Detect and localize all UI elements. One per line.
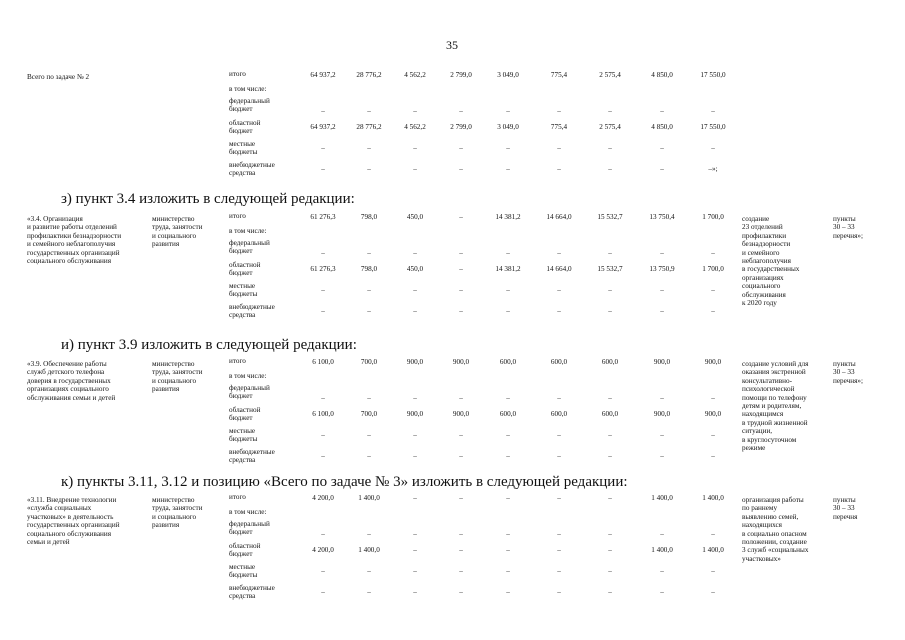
- funding-value: 14 381,2: [495, 265, 521, 273]
- funding-value: –: [459, 530, 463, 538]
- expected-result: организация работы по раннему выявлению семей, находящихся в социально опасном положении, создание 3 служб «социальных участковых»: [742, 496, 809, 563]
- funding-value: –: [459, 307, 463, 315]
- funding-source-label: итого: [229, 70, 246, 78]
- funding-value: 900,0: [704, 358, 722, 366]
- list-reference: пункты 30 – 33 перечня»;: [833, 215, 863, 240]
- funding-value: –: [608, 249, 612, 257]
- funding-value: –: [321, 144, 325, 152]
- funding-source-label: в том числе:: [229, 85, 267, 93]
- funding-value: –: [660, 165, 664, 173]
- measure-name: «3.9. Обеспечение работы служб детского телефона доверия в государственных организациях социального обслуживания семьи и детей: [27, 360, 116, 402]
- funding-value: –: [608, 165, 612, 173]
- funding-value: –: [711, 307, 715, 315]
- funding-value: 4 562,2: [404, 123, 426, 131]
- funding-value: –: [367, 431, 371, 439]
- funding-value: –: [608, 567, 612, 575]
- funding-source-label: областной бюджет: [229, 261, 261, 278]
- funding-value: 2 575,4: [599, 71, 621, 79]
- funding-value: –: [506, 394, 510, 402]
- funding-value: –: [660, 307, 664, 315]
- funding-value: –: [459, 107, 463, 115]
- funding-value: –: [459, 165, 463, 173]
- funding-value: –»;: [708, 165, 718, 173]
- funding-value: –: [711, 588, 715, 596]
- funding-value: –: [660, 286, 664, 294]
- funding-value: –: [608, 530, 612, 538]
- funding-value: 4 850,0: [651, 123, 673, 131]
- funding-value: –: [557, 394, 561, 402]
- funding-value: –: [557, 431, 561, 439]
- funding-value: –: [506, 431, 510, 439]
- funding-value: 61 276,3: [310, 213, 336, 221]
- responsible-executor: министерство труда, занятости и социального развития: [152, 215, 203, 249]
- funding-value: –: [367, 452, 371, 460]
- funding-value: 700,0: [360, 410, 378, 418]
- funding-value: 900,0: [653, 358, 671, 366]
- funding-value: –: [660, 107, 664, 115]
- funding-value: 900,0: [406, 410, 424, 418]
- funding-value: –: [660, 567, 664, 575]
- funding-value: 64 937,2: [310, 123, 336, 131]
- responsible-executor: министерство труда, занятости и социального развития: [152, 496, 203, 530]
- funding-value: 6 100,0: [312, 410, 334, 418]
- funding-value: –: [367, 286, 371, 294]
- funding-value: –: [557, 249, 561, 257]
- funding-value: –: [557, 107, 561, 115]
- funding-value: –: [506, 546, 510, 554]
- funding-source-label: местные бюджеты: [229, 282, 258, 299]
- funding-value: –: [608, 546, 612, 554]
- funding-source-label: в том числе:: [229, 372, 267, 380]
- funding-value: –: [557, 144, 561, 152]
- funding-source-label: областной бюджет: [229, 406, 261, 423]
- funding-value: –: [459, 546, 463, 554]
- funding-value: –: [413, 431, 417, 439]
- funding-value: 17 550,0: [700, 71, 726, 79]
- funding-value: 14 381,2: [495, 213, 521, 221]
- funding-value: 4 200,0: [312, 494, 334, 502]
- funding-value: –: [459, 494, 463, 502]
- funding-value: –: [608, 286, 612, 294]
- funding-value: –: [459, 567, 463, 575]
- funding-value: –: [459, 431, 463, 439]
- funding-value: –: [608, 588, 612, 596]
- funding-value: –: [557, 530, 561, 538]
- funding-value: –: [506, 249, 510, 257]
- funding-source-label: федеральный бюджет: [229, 97, 270, 114]
- funding-value: –: [413, 165, 417, 173]
- funding-value: 3 049,0: [497, 123, 519, 131]
- funding-value: 600,0: [601, 410, 619, 418]
- funding-value: –: [506, 286, 510, 294]
- funding-value: –: [459, 249, 463, 257]
- funding-value: –: [711, 144, 715, 152]
- funding-value: –: [367, 165, 371, 173]
- funding-value: –: [557, 588, 561, 596]
- funding-value: 1 400,0: [651, 546, 673, 554]
- funding-value: –: [413, 588, 417, 596]
- funding-value: 600,0: [550, 358, 568, 366]
- funding-value: –: [557, 452, 561, 460]
- funding-source-label: итого: [229, 357, 246, 365]
- page-number: 35: [446, 38, 458, 52]
- funding-value: –: [459, 286, 463, 294]
- funding-value: –: [367, 394, 371, 402]
- funding-value: –: [367, 307, 371, 315]
- funding-value: –: [711, 249, 715, 257]
- funding-source-label: итого: [229, 493, 246, 501]
- funding-value: –: [321, 530, 325, 538]
- funding-value: –: [506, 165, 510, 173]
- funding-value: 2 575,4: [599, 123, 621, 131]
- funding-value: 13 750,4: [649, 213, 675, 221]
- funding-value: –: [608, 494, 612, 502]
- funding-value: –: [557, 494, 561, 502]
- funding-value: 4 562,2: [404, 71, 426, 79]
- funding-value: –: [608, 394, 612, 402]
- funding-value: 1 400,0: [702, 546, 724, 554]
- funding-value: –: [557, 165, 561, 173]
- responsible-executor: министерство труда, занятости и социального развития: [152, 360, 203, 394]
- funding-value: –: [506, 494, 510, 502]
- section-heading: к) пункты 3.11, 3.12 и позицию «Всего по задаче № 3» изложить в следующей редакции:: [61, 474, 628, 490]
- funding-value: –: [367, 144, 371, 152]
- funding-source-label: федеральный бюджет: [229, 520, 270, 537]
- funding-value: 14 664,0: [546, 265, 572, 273]
- funding-value: –: [660, 431, 664, 439]
- funding-value: –: [413, 307, 417, 315]
- funding-value: –: [557, 567, 561, 575]
- funding-value: –: [413, 452, 417, 460]
- funding-value: –: [321, 452, 325, 460]
- funding-value: 900,0: [653, 410, 671, 418]
- funding-value: –: [557, 546, 561, 554]
- funding-value: –: [660, 144, 664, 152]
- expected-result: создание 23 отделений профилактики безнадзорности и семейного неблагополучия в государственных организациях социального обслуживания к 2020 году: [742, 215, 800, 308]
- funding-value: –: [506, 530, 510, 538]
- funding-value: 14 664,0: [546, 213, 572, 221]
- section-heading: и) пункт 3.9 изложить в следующей редакции:: [61, 337, 357, 353]
- funding-value: 17 550,0: [700, 123, 726, 131]
- funding-value: 775,4: [550, 123, 568, 131]
- funding-value: –: [608, 107, 612, 115]
- funding-value: –: [321, 165, 325, 173]
- funding-value: 600,0: [550, 410, 568, 418]
- funding-value: 15 532,7: [597, 265, 623, 273]
- funding-value: 2 799,0: [450, 71, 472, 79]
- funding-value: 600,0: [499, 410, 517, 418]
- funding-value: 900,0: [452, 358, 470, 366]
- funding-value: –: [321, 588, 325, 596]
- funding-source-label: федеральный бюджет: [229, 239, 270, 256]
- measure-name: «3.4. Организация и развитие работы отделений профилактики безнадзорности и семейного неблагополучия государственных организаций социального обслуживания: [27, 215, 122, 266]
- funding-source-label: в том числе:: [229, 227, 267, 235]
- funding-value: –: [608, 431, 612, 439]
- funding-value: –: [459, 213, 463, 221]
- funding-value: 1 400,0: [702, 494, 724, 502]
- expected-result: создание условий для оказания экстренной консультативно- психологической помощи по телефону детям и родителям, находящимся в трудной жизненной ситуации, в круглосуточном режиме: [742, 360, 809, 453]
- funding-source-label: внебюджетные средства: [229, 448, 275, 465]
- funding-value: 4 850,0: [651, 71, 673, 79]
- funding-value: 900,0: [452, 410, 470, 418]
- funding-value: 900,0: [406, 358, 424, 366]
- funding-value: –: [321, 567, 325, 575]
- funding-value: –: [413, 144, 417, 152]
- funding-value: –: [660, 588, 664, 596]
- funding-value: –: [459, 588, 463, 596]
- funding-value: –: [459, 265, 463, 273]
- funding-value: 28 776,2: [356, 71, 382, 79]
- funding-value: 15 532,7: [597, 213, 623, 221]
- funding-value: 13 750,9: [649, 265, 675, 273]
- funding-value: 1 400,0: [358, 546, 380, 554]
- funding-value: –: [367, 249, 371, 257]
- funding-value: 775,4: [550, 71, 568, 79]
- list-reference: пункты 30 – 33 перечня: [833, 496, 858, 521]
- funding-value: 61 276,3: [310, 265, 336, 273]
- measure-name: Всего по задаче № 2: [27, 73, 90, 81]
- funding-value: –: [413, 107, 417, 115]
- funding-value: –: [557, 307, 561, 315]
- funding-value: –: [321, 249, 325, 257]
- funding-value: 700,0: [360, 358, 378, 366]
- funding-value: –: [321, 107, 325, 115]
- funding-value: 4 200,0: [312, 546, 334, 554]
- funding-value: –: [413, 286, 417, 294]
- list-reference: пункты 30 – 33 перечня»;: [833, 360, 863, 385]
- funding-value: –: [459, 452, 463, 460]
- funding-value: –: [711, 394, 715, 402]
- funding-value: –: [608, 452, 612, 460]
- funding-value: –: [413, 394, 417, 402]
- funding-source-label: в том числе:: [229, 508, 267, 516]
- funding-value: –: [506, 107, 510, 115]
- funding-value: 798,0: [360, 265, 378, 273]
- funding-value: –: [459, 394, 463, 402]
- funding-value: 64 937,2: [310, 71, 336, 79]
- funding-value: 798,0: [360, 213, 378, 221]
- funding-value: 1 700,0: [702, 265, 724, 273]
- funding-source-label: федеральный бюджет: [229, 384, 270, 401]
- funding-value: –: [711, 567, 715, 575]
- funding-value: –: [506, 144, 510, 152]
- funding-value: –: [367, 530, 371, 538]
- funding-value: –: [459, 144, 463, 152]
- funding-value: –: [711, 286, 715, 294]
- section-heading: з) пункт 3.4 изложить в следующей редакции:: [61, 191, 355, 207]
- funding-value: 450,0: [406, 213, 424, 221]
- funding-value: –: [660, 452, 664, 460]
- funding-value: 600,0: [601, 358, 619, 366]
- funding-value: –: [321, 394, 325, 402]
- funding-value: –: [506, 307, 510, 315]
- funding-value: –: [367, 567, 371, 575]
- funding-source-label: областной бюджет: [229, 542, 261, 559]
- funding-value: 450,0: [406, 265, 424, 273]
- funding-value: 28 776,2: [356, 123, 382, 131]
- funding-value: 1 700,0: [702, 213, 724, 221]
- funding-value: 2 799,0: [450, 123, 472, 131]
- funding-value: –: [711, 107, 715, 115]
- funding-source-label: итого: [229, 212, 246, 220]
- funding-value: 6 100,0: [312, 358, 334, 366]
- funding-value: –: [413, 249, 417, 257]
- funding-value: –: [413, 530, 417, 538]
- funding-value: 3 049,0: [497, 71, 519, 79]
- funding-value: –: [506, 588, 510, 596]
- funding-value: –: [367, 588, 371, 596]
- funding-source-label: местные бюджеты: [229, 563, 258, 580]
- funding-source-label: внебюджетные средства: [229, 161, 275, 178]
- funding-value: –: [608, 144, 612, 152]
- funding-value: –: [506, 567, 510, 575]
- funding-value: –: [413, 546, 417, 554]
- funding-value: –: [557, 286, 561, 294]
- funding-value: –: [321, 286, 325, 294]
- funding-value: –: [413, 567, 417, 575]
- funding-source-label: местные бюджеты: [229, 140, 258, 157]
- funding-value: –: [660, 249, 664, 257]
- funding-value: –: [506, 452, 510, 460]
- funding-value: 900,0: [704, 410, 722, 418]
- funding-value: 1 400,0: [651, 494, 673, 502]
- measure-name: «3.11. Внедрение технологии «служба социальных участковых» в деятельность государственных организаций социального обслуживания семьи и детей: [27, 496, 120, 547]
- funding-value: –: [367, 107, 371, 115]
- funding-value: –: [321, 307, 325, 315]
- funding-value: –: [413, 494, 417, 502]
- funding-value: –: [660, 394, 664, 402]
- funding-source-label: местные бюджеты: [229, 427, 258, 444]
- funding-value: –: [711, 431, 715, 439]
- funding-value: –: [711, 452, 715, 460]
- funding-source-label: внебюджетные средства: [229, 303, 275, 320]
- funding-source-label: внебюджетные средства: [229, 584, 275, 601]
- funding-source-label: областной бюджет: [229, 119, 261, 136]
- funding-value: –: [608, 307, 612, 315]
- funding-value: –: [321, 431, 325, 439]
- funding-value: 600,0: [499, 358, 517, 366]
- funding-value: –: [660, 530, 664, 538]
- funding-value: 1 400,0: [358, 494, 380, 502]
- funding-value: –: [711, 530, 715, 538]
